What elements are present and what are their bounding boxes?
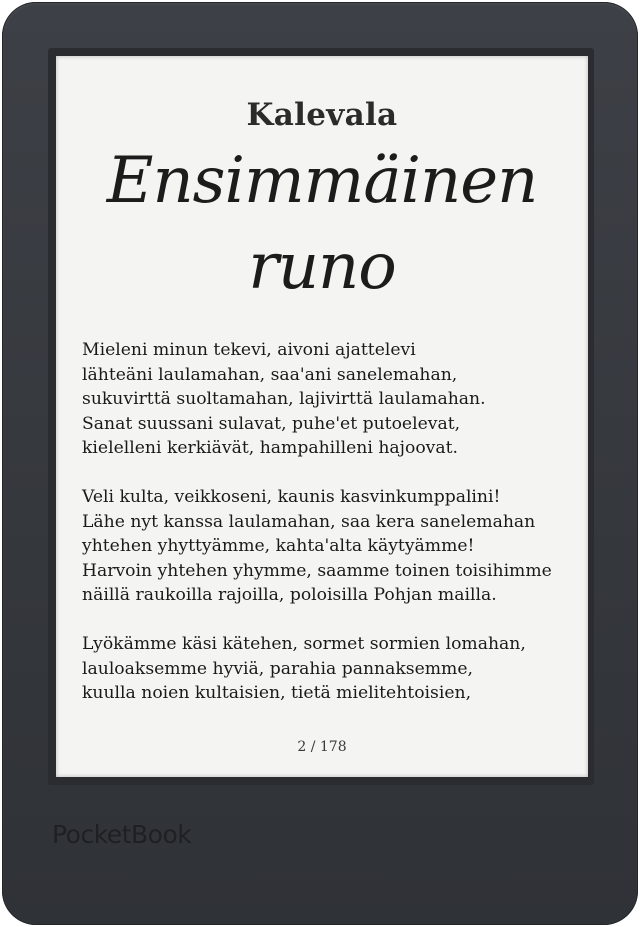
reader-screen[interactable] bbox=[56, 56, 588, 777]
verse-line: Veli kulta, veikkoseni, kaunis kasvinkumppalini! bbox=[82, 487, 501, 507]
ereader-device bbox=[2, 2, 638, 925]
chapter-title-line: Ensimmäinen bbox=[106, 144, 538, 218]
verse-line: Mieleni minun tekevi, aivoni ajattelevi bbox=[82, 340, 416, 360]
verse-line: Harvoin yhtehen yhymme, saamme toinen toisihimme bbox=[82, 560, 552, 581]
verse-line: sukuvirttä suoltamahan, lajivirttä laulamahan. bbox=[82, 389, 486, 409]
verse-line: yhtehen yhyttyämme, kahta'alta käytyämme! bbox=[82, 536, 475, 556]
verse-line: Lähe nyt kanssa laulamahan, saa kera sanelemahan bbox=[82, 511, 536, 532]
stanza bbox=[82, 338, 572, 461]
stanza bbox=[82, 632, 572, 706]
pocketbook-logo: PocketBook bbox=[52, 820, 192, 849]
verse-line: lauloaksemme hyviä, parahia pannaksemme, bbox=[82, 658, 473, 679]
verse-line: Lyökämme käsi kätehen, sormet sormien lomahan, bbox=[82, 634, 526, 654]
chapter-title bbox=[56, 138, 588, 310]
verse-line: kielelleni kerkiävät, hampahilleni hajoovat. bbox=[82, 438, 458, 458]
verse-line: näillä raukoilla rajoilla, poloisilla Pohjan mailla. bbox=[82, 585, 497, 605]
verse-line: kuulla noien kultaisien, tietä mielitehtoisien, bbox=[82, 683, 472, 703]
stanza bbox=[82, 485, 572, 608]
chapter-title-line: runo bbox=[248, 230, 396, 304]
verse-line: lähteäni laulamahan, saa'ani sanelemahan, bbox=[82, 364, 458, 385]
page-text bbox=[82, 338, 572, 730]
verse-line: Sanat suussani sulavat, puhe'et putoelevat, bbox=[82, 413, 461, 434]
book-title: Kalevala bbox=[246, 97, 398, 133]
page-number: 2 / 178 bbox=[297, 739, 347, 755]
